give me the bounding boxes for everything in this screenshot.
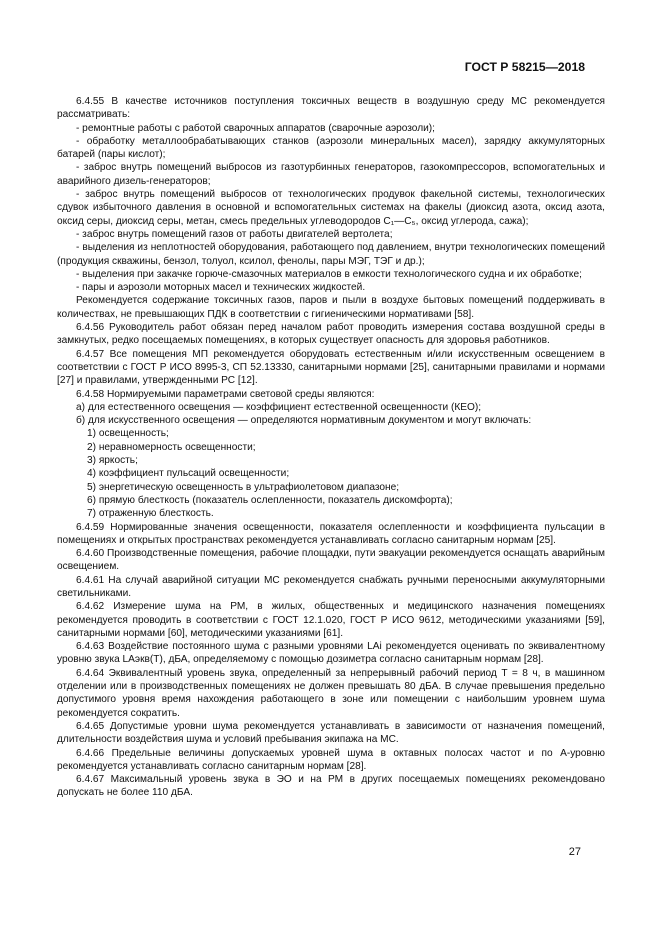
paragraph: - пары и аэрозоли моторных масел и технических жидкостей. [76,282,366,294]
paragraph: 6.4.56 Руководитель работ обязан перед началом работ проводить измерения состава воздушной среды в замкнутых, редко посещаемых помещениях, в которых существует опасность для здоровья работников. [57,322,605,347]
paragraph: Рекомендуется содержание токсичных газов, паров и пыли в воздухе бытовых помещений поддерживать в количествах, не превышающих ПДК в соответствии с гигиеническими нормативами [58]. [57,295,605,320]
paragraph: 6.4.62 Измерение шума на РМ, в жилых, общественных и медицинского назначения помещениях рекомендуется проводить в соответствии с ГОСТ 12.1.020, ГОСТ Р ИСО 9612, методическими указаниями [59], санитарными нормами [60], методическими указаниями [61]. [57,601,605,639]
paragraph: 6.4.67 Максимальный уровень звука в ЭО и на РМ в других посещаемых помещениях рекомендовано допускать не более 110 дБА. [57,774,605,799]
paragraph: 1) освещенность; [87,428,169,440]
paragraph: 5) энергетическую освещенность в ультрафиолетовом диапазоне; [87,481,400,493]
paragraph: 6.4.63 Воздействие постоянного шума с разными уровнями LAi рекомендуется оценивать по эквивалентному уровню звука LAэкв(T), дБА, определяемому с помощью дозиметра согласно санитарным нормам [28]. [57,641,605,666]
paragraph: - выделения при закачке горюче-смазочных материалов в емкости технологического судна и их обработке; [76,268,582,280]
paragraph: а) для естественного освещения — коэффициент естественной освещенности (КЕО); [76,401,482,413]
document-id-header: ГОСТ Р 58215—2018 [464,60,585,74]
paragraph: 6.4.65 Допустимые уровни шума рекомендуется устанавливать в зависимости от назначения помещений, длительности воздействия шума и условий пребывания экипажа на МС. [57,720,605,746]
document-body [57,95,605,800]
paragraph: 6.4.57 Все помещения МП рекомендуется оборудовать естественным и/или искусственным освещением в соответствии с ГОСТ Р ИСО 8995-3, СП 52.13330, санитарными нормами [25], санитарными правилами и нормами [27] и правилами, утвержденными РС [12]. [57,348,605,387]
paragraph: - выделения из неплотностей оборудования, работающего под давлением, внутри технологических помещений (продукция скважины, бензол, толуол, ксилол, фенолы, пары МЭГ, ТЭГ и др.); [57,242,605,267]
paragraph: 6) прямую блесткость (показатель ослепленности, показатель дискомфорта); [87,494,453,506]
paragraph: - заброс внутрь помещений выбросов из газотурбинных генераторов, газокомпрессоров, вспомогательных и аварийного дизель-генераторов; [57,162,605,187]
paragraph: 6.4.59 Нормированные значения освещенности, показателя ослепленности и коэффициента пульсации в помещениях и открытых пространствах рекомендуется устанавливать согласно санитарным нормам [25]. [57,521,605,546]
paragraph: - ремонтные работы с работой сварочных аппаратов (сварочные аэрозоли); [76,122,435,134]
paragraph: 6.4.64 Эквивалентный уровень звука, определенный за непрерывный рабочий период T = 8 ч, в машинном отделении или в производственных помещениях не должен превышать 80 дБА. В случае превышения предельно допустимого уровня время нахождения работающего в зоне или помещении с наибольшим уровнем шума рекомендуется сократить. [57,667,605,719]
paragraph: б) для искусственного освещения — определяются нормативным документом и могут включать: [76,415,532,427]
paragraph: 7) отраженную блесткость. [87,508,214,520]
paragraph: 4) коэффициент пульсаций освещенности; [87,468,290,480]
paragraph: - заброс внутрь помещений выбросов от технологических продувок факельной системы, технологических сдувок избыточного давления в основной и вспомогательных системах на факелы (диоксид азота, оксид азота, оксид серы, диоксид серы, метан, смесь предельных углеводородов C₁—C₅, оксид углерода, сажа); [57,189,605,227]
paragraph: 6.4.66 Предельные величины допускаемых уровней шума в октавных полосах частот и по А-уровню рекомендуется устанавливать согласно санитарным нормам [28]. [57,747,605,772]
paragraph: 6.4.58 Нормируемыми параметрами световой среды являются: [76,388,375,400]
page-number: 27 [568,846,581,858]
paragraph: 6.4.60 Производственные помещения, рабочие площадки, пути эвакуации рекомендуется оснащать аварийным освещением. [57,548,605,573]
paragraph: - обработку металлообрабатывающих станков (аэрозоли минеральных масел), зарядку аккумуляторных батарей (пары кислот); [57,135,605,161]
paragraph: 2) неравномерность освещенности; [87,441,256,453]
paragraph: - заброс внутрь помещений газов от работы двигателей вертолета; [76,228,393,240]
paragraph: 6.4.61 На случай аварийной ситуации МС рекомендуется снабжать ручными переносными аккумуляторными светильниками. [57,574,605,599]
paragraph: 3) яркость; [87,455,138,467]
paragraph: 6.4.55 В качестве источников поступления токсичных веществ в воздушную среду МС рекомендуется рассматривать: [57,96,605,121]
